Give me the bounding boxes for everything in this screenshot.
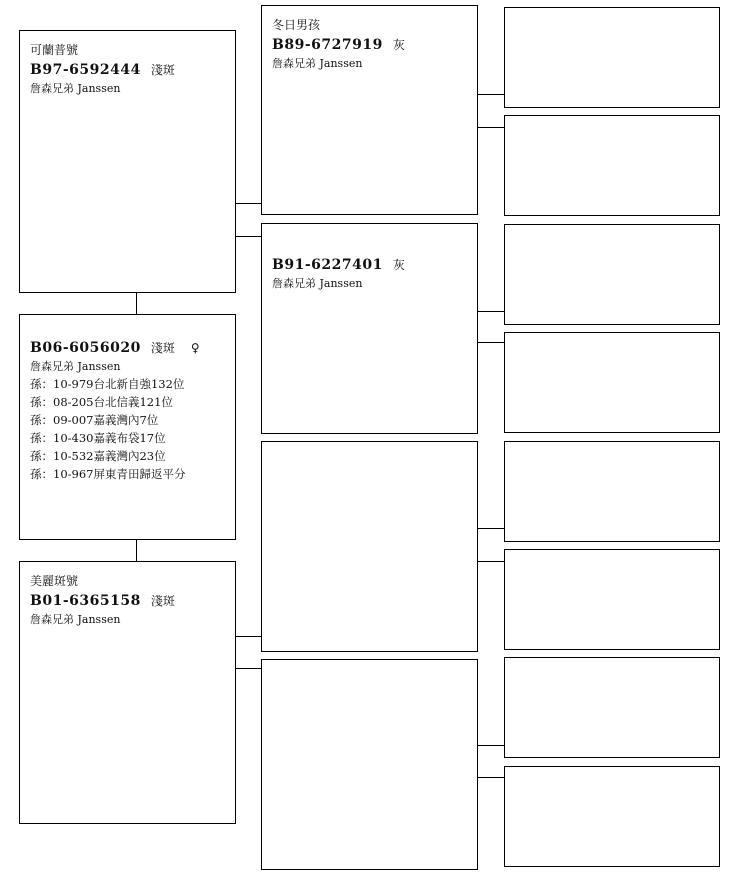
subject-breeder: 詹森兄弟 Janssen <box>30 360 121 373</box>
dam-color: 淺斑 <box>150 594 175 608</box>
gen4-card-3 <box>504 224 720 325</box>
sire-dam-card <box>261 223 478 434</box>
sire-sire-ring-number: B89-6727919 <box>272 37 383 53</box>
subject-card <box>19 314 236 540</box>
subject-color: 淺斑 <box>150 341 175 355</box>
connector-dam-to-dam-sire <box>236 636 261 637</box>
connector-gen3-4-b <box>478 777 504 778</box>
result-item: 孫：08-205台北信義121位 <box>30 395 173 409</box>
result-item: 孫：10-967屏東青田歸返平分 <box>30 467 186 481</box>
connector-gen3-3-a <box>478 528 504 529</box>
gen4-card-4 <box>504 332 720 433</box>
connector-sire-to-sire-sire <box>236 203 261 204</box>
dam-dam-card <box>261 659 478 870</box>
result-item: 孫：10-430嘉義布袋17位 <box>30 431 166 445</box>
gen4-card-5 <box>504 441 720 542</box>
sire-sire-card <box>261 5 478 215</box>
connector-gen3-2-a <box>478 311 504 312</box>
connector-gen3-4-a <box>478 745 504 746</box>
sire-dam-color: 灰 <box>392 258 405 272</box>
sire-sire-name: 冬日男孩 <box>272 18 321 32</box>
gen4-card-8 <box>504 766 720 867</box>
sire-sire-color: 灰 <box>392 38 405 52</box>
connector-gen3-3-b <box>478 561 504 562</box>
sire-dam-ring-number: B91-6227401 <box>272 257 383 273</box>
sire-card <box>19 30 236 293</box>
connector-subject-dam <box>136 540 137 561</box>
connector-sire-subject <box>136 293 137 314</box>
sire-dam-breeder: 詹森兄弟 Janssen <box>272 277 363 290</box>
sire-breeder: 詹森兄弟 Janssen <box>30 82 121 95</box>
subject-results-list <box>30 375 227 483</box>
sire-color: 淺斑 <box>150 63 175 77</box>
dam-card <box>19 561 236 824</box>
connector-gen3-1-a <box>478 94 504 95</box>
connector-gen3-1-b <box>478 127 504 128</box>
gen4-card-1 <box>504 7 720 108</box>
dam-ring-number: B01-6365158 <box>30 593 141 609</box>
result-item: 孫：10-979台北新自強132位 <box>30 377 185 391</box>
dam-name: 美麗斑號 <box>30 574 79 588</box>
gen4-card-6 <box>504 549 720 650</box>
female-symbol-icon: ♀ <box>190 341 200 355</box>
connector-dam-to-dam-dam <box>236 668 261 669</box>
connector-sire-to-sire-dam <box>236 236 261 237</box>
sire-ring-number: B97-6592444 <box>30 62 141 78</box>
dam-breeder: 詹森兄弟 Janssen <box>30 613 121 626</box>
subject-ring-number: B06-6056020 <box>30 340 141 356</box>
gen4-card-2 <box>504 115 720 216</box>
dam-sire-card <box>261 441 478 652</box>
result-item: 孫：09-007嘉義灣內7位 <box>30 413 159 427</box>
result-item: 孫：10-532嘉義灣內23位 <box>30 449 166 463</box>
sire-name: 可蘭普號 <box>30 43 79 57</box>
connector-gen3-2-b <box>478 342 504 343</box>
gen4-card-7 <box>504 657 720 758</box>
sire-sire-breeder: 詹森兄弟 Janssen <box>272 57 363 70</box>
